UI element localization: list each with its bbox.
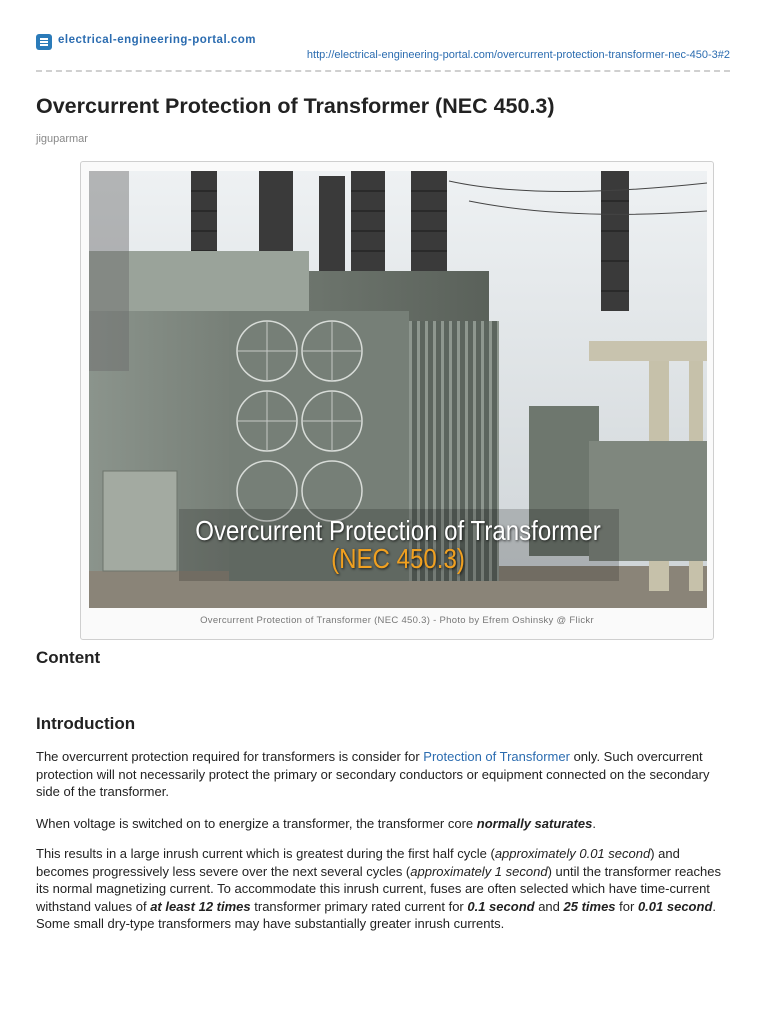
introduction-heading: Introduction <box>36 714 136 733</box>
content-heading: Content <box>36 648 101 667</box>
paragraph-1: The overcurrent protection required for transformers is consider for Protection of Transformer only. Such overcurrent protection will not necessarily protect the primary or secondary conductors or equipment connected on the secondary side of the transformer. <box>36 749 710 799</box>
author-name: jiguparmar <box>36 133 88 145</box>
document-icon <box>36 34 52 50</box>
transformer-photo <box>89 171 707 608</box>
header-divider <box>36 70 730 72</box>
page-url-link[interactable]: http://electrical-engineering-portal.com/overcurrent-protection-transformer-nec-450-3#2 <box>306 49 730 61</box>
site-header <box>36 33 730 73</box>
paragraph-2: When voltage is switched on to energize a transformer, the transformer core normally saturates. <box>36 816 596 831</box>
photo-overlay-title: Overcurrent Protection of Transformer <box>195 515 601 546</box>
protection-of-transformer-link[interactable]: Protection of Transformer <box>423 749 570 764</box>
paragraph-3: This results in a large inrush current which is greatest during the first half cycle (approximately 0.01 second) and becomes progressively less severe over the next several cycles (approximately 1 second) until the transformer reaches its normal magnetizing current. To accommodate this inrush current, fuses are often selected which have time-current withstand values of at least 12 times transformer primary rated current for 0.1 second and 25 times for 0.01 second. Some small dry-type transformers may have substantially greater inrush currents. <box>36 846 721 931</box>
photo-overlay-subtitle: (NEC 450.3) <box>331 543 465 574</box>
site-name-link[interactable]: electrical-engineering-portal.com <box>58 34 256 46</box>
figure-caption: Overcurrent Protection of Transformer (NEC 450.3) - Photo by Efrem Oshinsky @ Flickr <box>200 615 594 626</box>
page-title: Overcurrent Protection of Transformer (NEC 450.3) <box>36 94 555 118</box>
article-figure <box>80 161 714 640</box>
